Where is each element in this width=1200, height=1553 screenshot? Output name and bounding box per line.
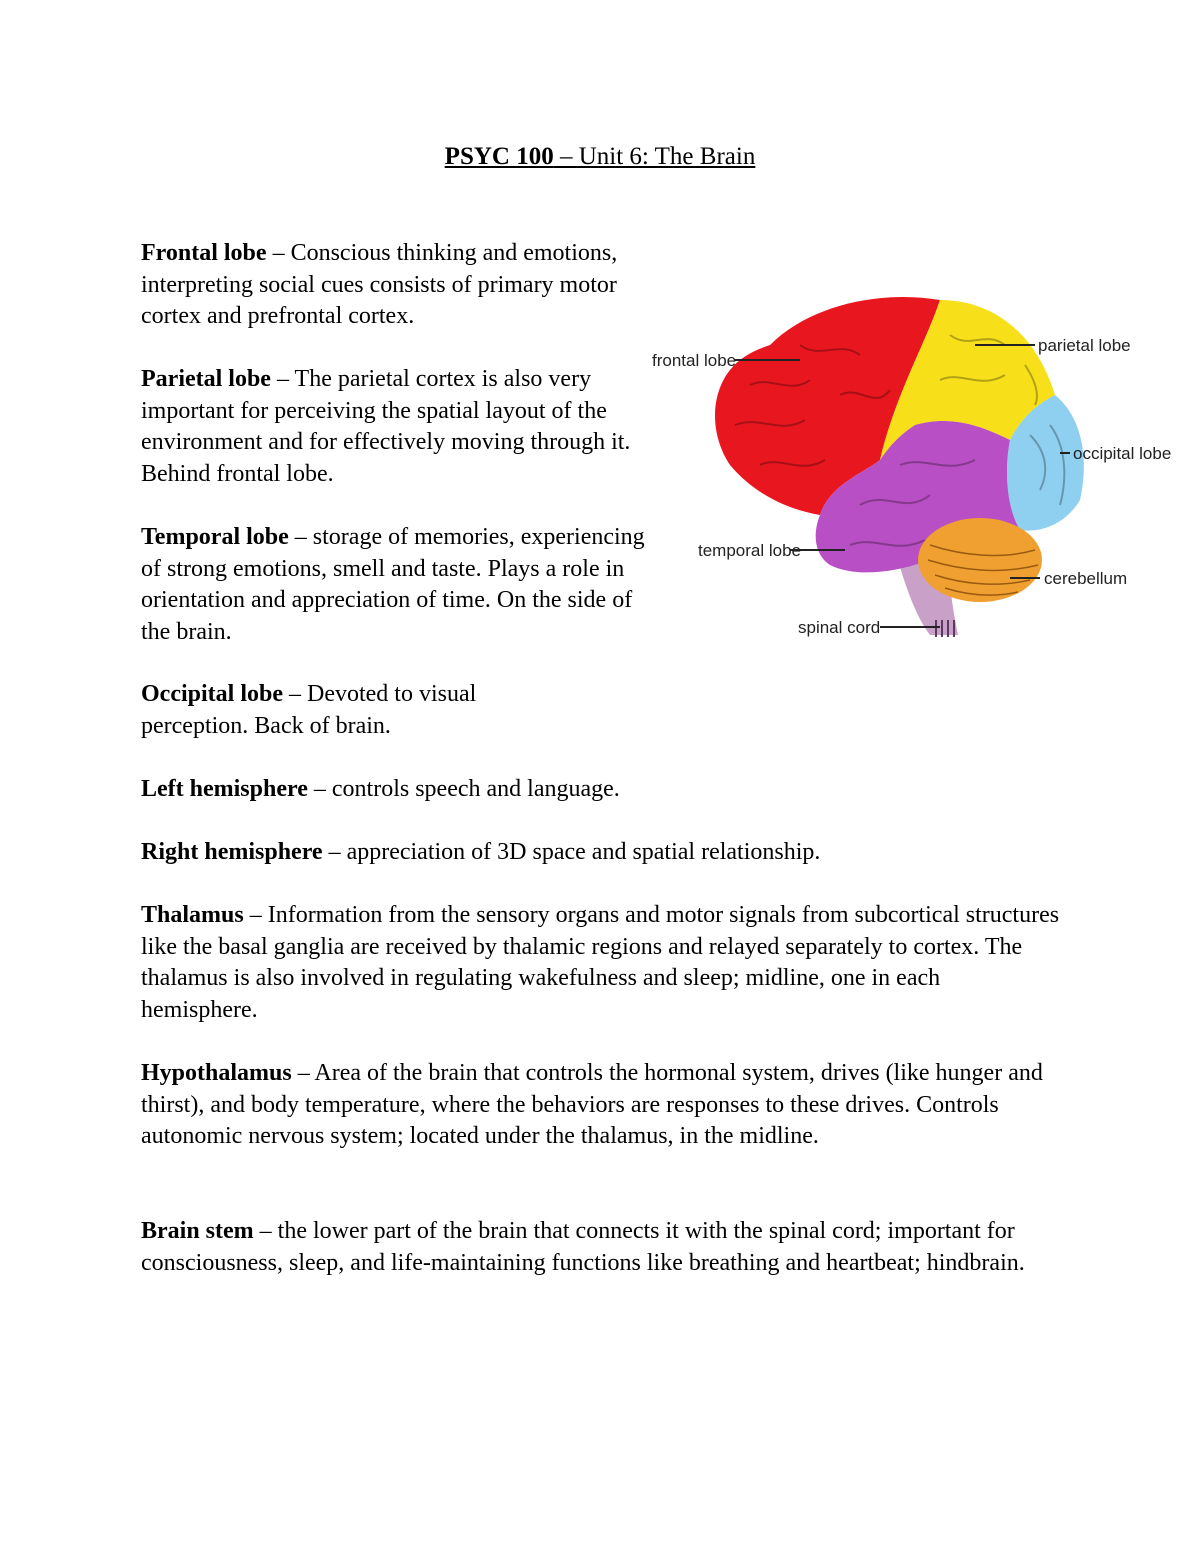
definition: – storage of memories, experiencing of strong emotions, smell and taste. Plays a role in orientation and appreciation of time. On the side of the brain. <box>141 524 645 645</box>
page-title <box>0 143 1200 171</box>
definition: – The parietal cortex is also very important for perceiving the spatial layout of the environment and for effectively moving through it. Behind frontal lobe. <box>141 366 631 487</box>
term: Temporal lobe <box>141 524 289 550</box>
term: Hypothalamus <box>141 1060 292 1086</box>
entry-parietal-lobe <box>141 364 651 490</box>
term: Right hemisphere <box>141 839 323 865</box>
entry-occipital-lobe <box>141 679 541 742</box>
definition: – Conscious thinking and emotions, interpreting social cues consists of primary motor cortex and prefrontal cortex. <box>141 240 618 329</box>
label-occipital-lobe: occipital lobe <box>1073 444 1172 463</box>
entry-right-hemisphere <box>141 837 1061 869</box>
term: Parietal lobe <box>141 366 271 392</box>
term: Frontal lobe <box>141 240 267 266</box>
term: Left hemisphere <box>141 776 308 802</box>
course-code: PSYC 100 <box>444 143 554 170</box>
label-temporal-lobe: temporal lobe <box>698 541 802 560</box>
cerebellum-region <box>918 518 1042 602</box>
definition: – Area of the brain that controls the hormonal system, drives (like hunger and thirst), and body temperature, where the behaviors are responses to these drives. Controls autonomic nervous system; located under the thalamus, in the midline. <box>141 1060 1043 1149</box>
definition: – Devoted to visual perception. Back of brain. <box>141 681 477 739</box>
definition: – controls speech and language. <box>307 776 620 802</box>
entry-left-hemisphere <box>141 774 1061 806</box>
brain-diagram-svg <box>640 285 1180 655</box>
brain-diagram <box>640 285 1180 655</box>
entry-brain-stem <box>141 1216 1061 1279</box>
term: Thalamus <box>141 902 244 928</box>
entry-temporal-lobe <box>141 522 651 648</box>
definition: – appreciation of 3D space and spatial relationship. <box>322 839 821 865</box>
term: Brain stem <box>141 1218 254 1244</box>
entry-frontal-lobe <box>141 238 651 333</box>
label-frontal-lobe: frontal lobe <box>652 351 737 370</box>
label-cerebellum: cerebellum <box>1044 569 1128 588</box>
definition: – the lower part of the brain that connects it with the spinal cord; important for consciousness, sleep, and life-maintaining functions like breathing and heartbeat; hindbrain. <box>141 1218 1025 1276</box>
label-spinal-cord: spinal cord <box>798 618 881 637</box>
entry-thalamus <box>141 900 1061 1026</box>
label-parietal-lobe: parietal lobe <box>1038 336 1131 355</box>
definition: – Information from the sensory organs and motor signals from subcortical structures like the basal ganglia are received by thalamic regions and relayed separately to cortex. The thalamus is also involved in regulating wakefulness and sleep; midline, one in each hemisphere. <box>141 902 1060 1023</box>
term: Occipital lobe <box>141 681 283 707</box>
title-rest: – Unit 6: The Brain <box>553 143 756 170</box>
entry-hypothalamus <box>141 1058 1061 1153</box>
